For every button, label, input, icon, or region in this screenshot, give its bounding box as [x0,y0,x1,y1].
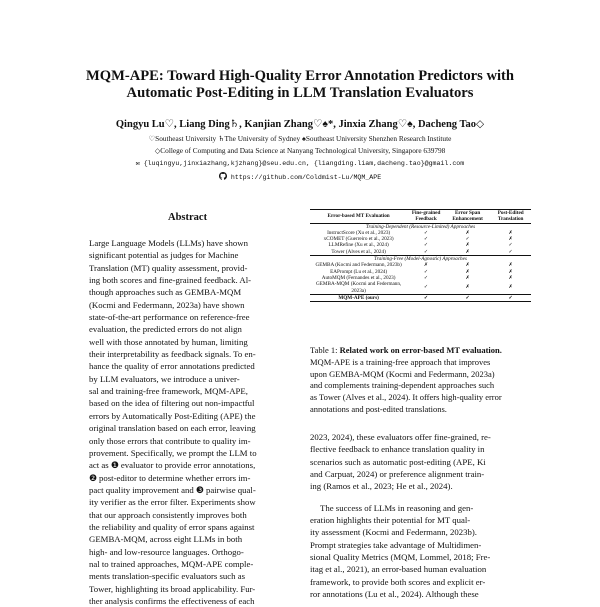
table-cell: ✗ [508,236,513,243]
table-cell: xCOMET (Guerreiro et al., 2023) [323,236,394,243]
table-cell: ✗ [465,229,470,236]
abstract-line: act as ❶ evaluator to provide error annotations, [89,460,256,471]
table-cell: ✗ [423,262,429,269]
right-column-body [310,431,532,600]
body-line: The success of LLMs in reasoning and gen- [320,502,474,513]
table-cell: ✓ [508,248,513,255]
table-cell: ✓ [465,236,470,243]
abstract-line: by LLM evaluators, we introduce a univer- [89,373,240,384]
table-cell: ✓ [490,294,531,301]
github-link[interactable]: https://github.com/Coldmist-Lu/MQM_APE [230,174,382,181]
abstract-body [89,237,279,607]
abstract-line: ❷ post-editor to determine whether errors im- [89,472,251,483]
caption-line: annotations and post-edited translations. [310,403,447,414]
body-line: 2023, 2024), these evaluators offer fine-grained, re- [310,432,491,442]
table-cell: LLMRefine (Xu et al., 2024) [328,242,389,249]
author-list: Qingyu Lu♡, Liang Ding♄, Kanjian Zhang♡♠*, Jinxia Zhang♡♠, Dacheng Tao◇ [115,119,485,130]
table-cell: ✓ [445,294,490,301]
table-cell: EAPrompt (Lu et al., 2024) [330,268,388,275]
table-cell: ✓ [423,268,429,275]
table-cell: ✗ [465,284,470,291]
table-cell: ✓ [423,236,429,243]
table-cell: ✗ [465,274,470,281]
table-header: Error Span Enhancement [445,210,490,224]
body-line: ity assessment (Kocmi and Federmann, 2023b). [310,527,477,538]
body-line: framework, to provide both scores and explicit er- [310,576,486,587]
body-line: Prompt strategies take advantage of Multidimen- [310,539,482,550]
caption-line: as Tower (Alves et al., 2024). It offers high-quality error [310,392,502,403]
table-caption-label: Table 1: [310,345,338,355]
table-caption [310,345,531,416]
table-header: Fine-grained Feedback [407,210,445,224]
table-cell: ✗ [508,268,513,275]
abstract-line: GEMBA-MQM, across eight LLMs in both [89,534,243,545]
abstract-line: (Kocmi and Federmann, 2023a) have shown [89,299,245,310]
body-line: flective feedback to enhance translation quality in [310,444,485,455]
table-cell: ✗ [465,268,470,275]
table-caption-bold: Related work on error-based MT evaluation. [339,345,502,355]
table-cell: AutoMQM (Fernandes et al., 2023) [321,274,396,281]
table-row [310,249,531,256]
abstract-heading: Abstract [168,212,208,223]
abstract-line: sal and training-free framework, MQM-APE, [89,386,248,397]
table-group-label: Training-Dependent (Resource-Limited) Approaches [310,223,531,230]
abstract-line: Large Language Models (LLMs) have shown [89,238,248,248]
body-line: scenarios such as automatic post-editing (APE, Ki [310,456,486,467]
abstract-line: well with those annotated by human, limiting [89,336,248,347]
table-cell: ✓ [407,294,445,301]
table-cell: ✗ [465,242,470,249]
table-header-row [310,210,531,224]
affiliation-line-2: ◇College of Computing and Data Science at Nanyang Technological University, Singapore 639798 [154,146,446,155]
abstract-line: Translation (MT) quality assessment, provid- [89,262,248,273]
table-cell: ✗ [465,262,470,269]
body-line: ing (Ramos et al., 2023; He et al., 2024). [310,481,453,492]
table-group-label: Training-Free (Model-Agnostic) Approaches [310,256,531,263]
body-line: sional Quality Metrics (MQM, Lommel, 2018; Fre- [310,552,491,563]
paper-title [40,68,560,102]
affiliation-line-1: ♡Southeast University ♄The University of Sydney ♠Southeast University Shenzhen Research Institute [148,134,452,143]
table-cell: InstructScore (Xu et al., 2023) [327,229,391,236]
table-cell: ✓ [423,284,429,291]
table-cell: ✗ [508,274,513,281]
abstract-line: ity verifier as the error filter. Experiments show [89,497,256,508]
caption-line: and complements training-dependent approaches such [310,380,495,391]
title-line-1: MQM-APE: Toward High-Quality Error Annotation Predictors with [85,68,515,84]
abstract-line: Tower, highlighting its broad applicability. Fur- [89,583,256,594]
title-line-2: Automatic Post-Editing in LLM Translation Evaluators [126,85,474,101]
abstract-line: ing both scores and fine-grained feedback. Al- [89,275,252,286]
abstract-line: state-of-the-art performance on reference-free [89,312,250,323]
abstract-line: provement. Specifically, we prompt the LLM to [89,447,257,458]
abstract-line: based on the idea of filtering out non-impactful [89,398,255,409]
abstract-line: that our approach consistently improves both [89,509,247,520]
abstract-line: pact quality improvement and ❸ pairwise qual- [89,484,256,495]
table-cell: ✗ [465,248,470,255]
table-group-row [310,223,531,230]
table-cell: ✓ [508,242,513,249]
github-line [40,172,560,182]
body-line: eration highlights their potential for MT qual- [310,515,471,526]
abstract-line: the reliability and quality of error spans against [89,521,255,532]
table-cell: MQM-APE (ours) [310,294,407,301]
table-cell: ✗ [508,262,513,269]
abstract-line: high- and low-resource languages. Orthogo- [89,546,244,557]
table-cell: ✓ [423,248,429,255]
table-header: Error-based MT Evaluation [310,210,407,224]
abstract-line: evaluation, the predicted errors do not align [89,324,242,335]
abstract-line: ther analysis confirms the effectiveness of each [89,595,255,606]
github-icon [219,172,227,182]
abstract-line: though approaches such as GEMBA-MQM [89,287,242,298]
table-cell: ✓ [423,242,429,249]
abstract-line: original translation based on each error, leaving [89,423,256,434]
table-cell: GEMBA (Kocmi and Federmann, 2023b) [315,262,402,269]
table-cell: ✓ [423,229,429,236]
caption-line: upon GEMBA-MQM (Kocmi and Federmann, 2023a) [310,368,495,379]
abstract-line: their interpretability as feedback signals. To en- [89,349,256,360]
table-cell: ✓ [423,274,429,281]
table-row-ours [310,294,531,301]
abstract-line: significant potential as judges for Machine [89,250,239,261]
body-line: and Carpuat, 2024) or preference alignment train- [310,469,485,480]
table-cell: ✗ [508,229,513,236]
body-line: itag et al., 2021), an error-based human evaluation [310,564,487,575]
abstract-line: errors by Automatically Post-Editing (APE) the [89,410,256,421]
email-line: ✉ {luqingyu,jinxiazhang,kjzhang}@seu.edu.cn, {liangding.liam,dacheng.tao}@gmail.com [135,160,465,167]
table-cell: GEMBA-MQM (Kocmi and Federmann, 2023a) [315,281,402,294]
caption-line: MQM-APE is a training-free approach that improves [310,356,491,367]
table-cell: Tower (Alves et al., 2024) [331,248,386,255]
abstract-line: ments translation-specific evaluators such as [89,571,245,582]
abstract-line: only those errors that contribute to quality im- [89,435,251,446]
abstract-line: nal to trained approaches, MQM-APE comple- [89,558,254,569]
abstract-line: hance the quality of error annotations predicted [89,361,255,372]
table-cell: ✗ [508,284,513,291]
body-line: ror annotations (Lu et al., 2024). Although these [310,589,479,600]
table-header: Post-Edited Translation [490,210,531,224]
related-work-table [310,209,531,302]
table-row [310,281,531,294]
